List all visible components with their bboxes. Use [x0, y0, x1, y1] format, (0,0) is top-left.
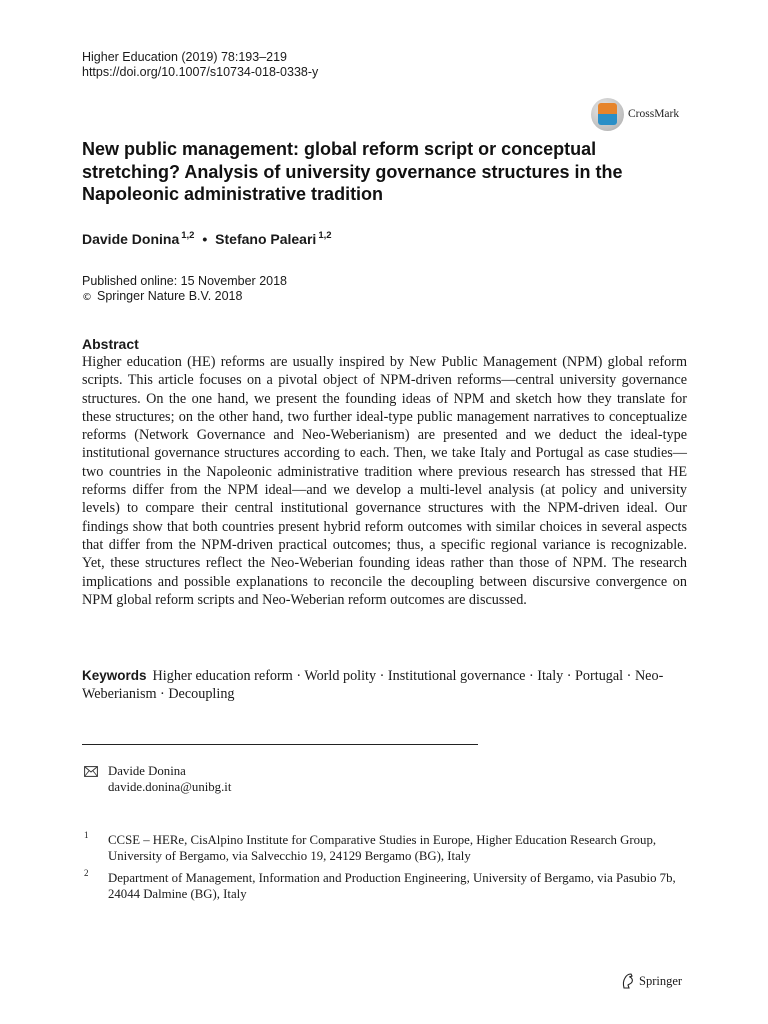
- author-name[interactable]: Davide Donina: [82, 231, 180, 247]
- author-separator: •: [202, 231, 208, 247]
- footnote-divider: [82, 744, 478, 745]
- keywords-label: Keywords: [82, 668, 147, 683]
- published-date: Published online: 15 November 2018: [82, 274, 287, 288]
- corresponding-author-name: Davide Donina: [108, 764, 186, 778]
- journal-citation: Higher Education (2019) 78:193–219: [82, 50, 288, 64]
- author-list: [82, 230, 332, 247]
- crossmark-badge[interactable]: [591, 97, 691, 131]
- corresponding-author-email[interactable]: davide.donina@unibg.it: [108, 780, 232, 794]
- publisher-name: Springer: [639, 973, 683, 988]
- doi-link[interactable]: https://doi.org/10.1007/s10734-018-0338-y: [82, 65, 319, 79]
- copyright-text: Springer Nature B.V. 2018: [97, 289, 243, 303]
- affiliation-text: Department of Management, Information and Production Engineering, University of Bergamo, via Pasubio 7b, 24044 Dalmine (BG), Italy: [108, 871, 676, 901]
- affiliation-text: CCSE – HERe, CisAlpino Institute for Comparative Studies in Europe, Higher Education Research Group, University of Bergamo, via Salvecchio 19, 24129 Bergamo (BG), Italy: [108, 833, 657, 863]
- copyright-symbol: ©: [82, 292, 92, 303]
- publisher-logo: [620, 972, 682, 990]
- envelope-icon: [84, 766, 98, 777]
- keywords-section: [82, 667, 687, 704]
- crossmark-icon: [591, 98, 624, 131]
- article-title: New public management: global reform script or conceptual stretching? Analysis of university governance structures in the Napoleonic administrative tradition: [82, 139, 623, 204]
- author-affiliation-ref: 1,2: [318, 230, 332, 241]
- crossmark-label: CrossMark: [628, 108, 680, 120]
- copyright-line: [82, 288, 242, 306]
- affiliation-number: 2: [84, 868, 89, 878]
- author-name[interactable]: Stefano Paleari: [215, 231, 317, 247]
- affiliation-number: 1: [84, 830, 89, 840]
- abstract-text: Higher education (HE) reforms are usually inspired by New Public Management (NPM) global reform scripts. This article focuses on a pivotal object of NPM-driven reforms—central university governance structures. On the one hand, we present the founding ideas of NPM and sketch how they translate for these structures; on the other hand, two further ideal-type public management narratives to conceptualize reforms (Network Governance and Neo-Weberianism) are presented and we deduct the ideal-type institutional governance structures according to each. Then, we take Italy and Portugal as case studies—two countries in the Napoleonic administrative tradition where previous research has stressed that HE reforms differ from the NPM ideal—and we develop a multi-level analysis (at policy and university levels) to compare their central institutional governance structures with the NPM-driven ideal. Our findings show that both countries present hybrid reform outcomes with similar choices in several aspects that differ from the NPM-driven practical outcomes; thus, a specific regional variance is recognizable. Yet, these structures reflect the Neo-Weberian founding ideas rather than those of NPM. The research implications and possible explanations to reconcile the decoupling between discursive convergence on NPM global reform scripts and Neo-Weberian reform outcomes are discussed.: [82, 354, 687, 608]
- keywords-list: Higher education reform · World polity · Institutional governance · Italy · Portugal · Neo-Weberianism · Decoupling: [82, 668, 664, 703]
- author-affiliation-ref: 1,2: [181, 230, 195, 241]
- abstract-heading: Abstract: [82, 336, 139, 352]
- springer-horse-icon: [620, 972, 636, 990]
